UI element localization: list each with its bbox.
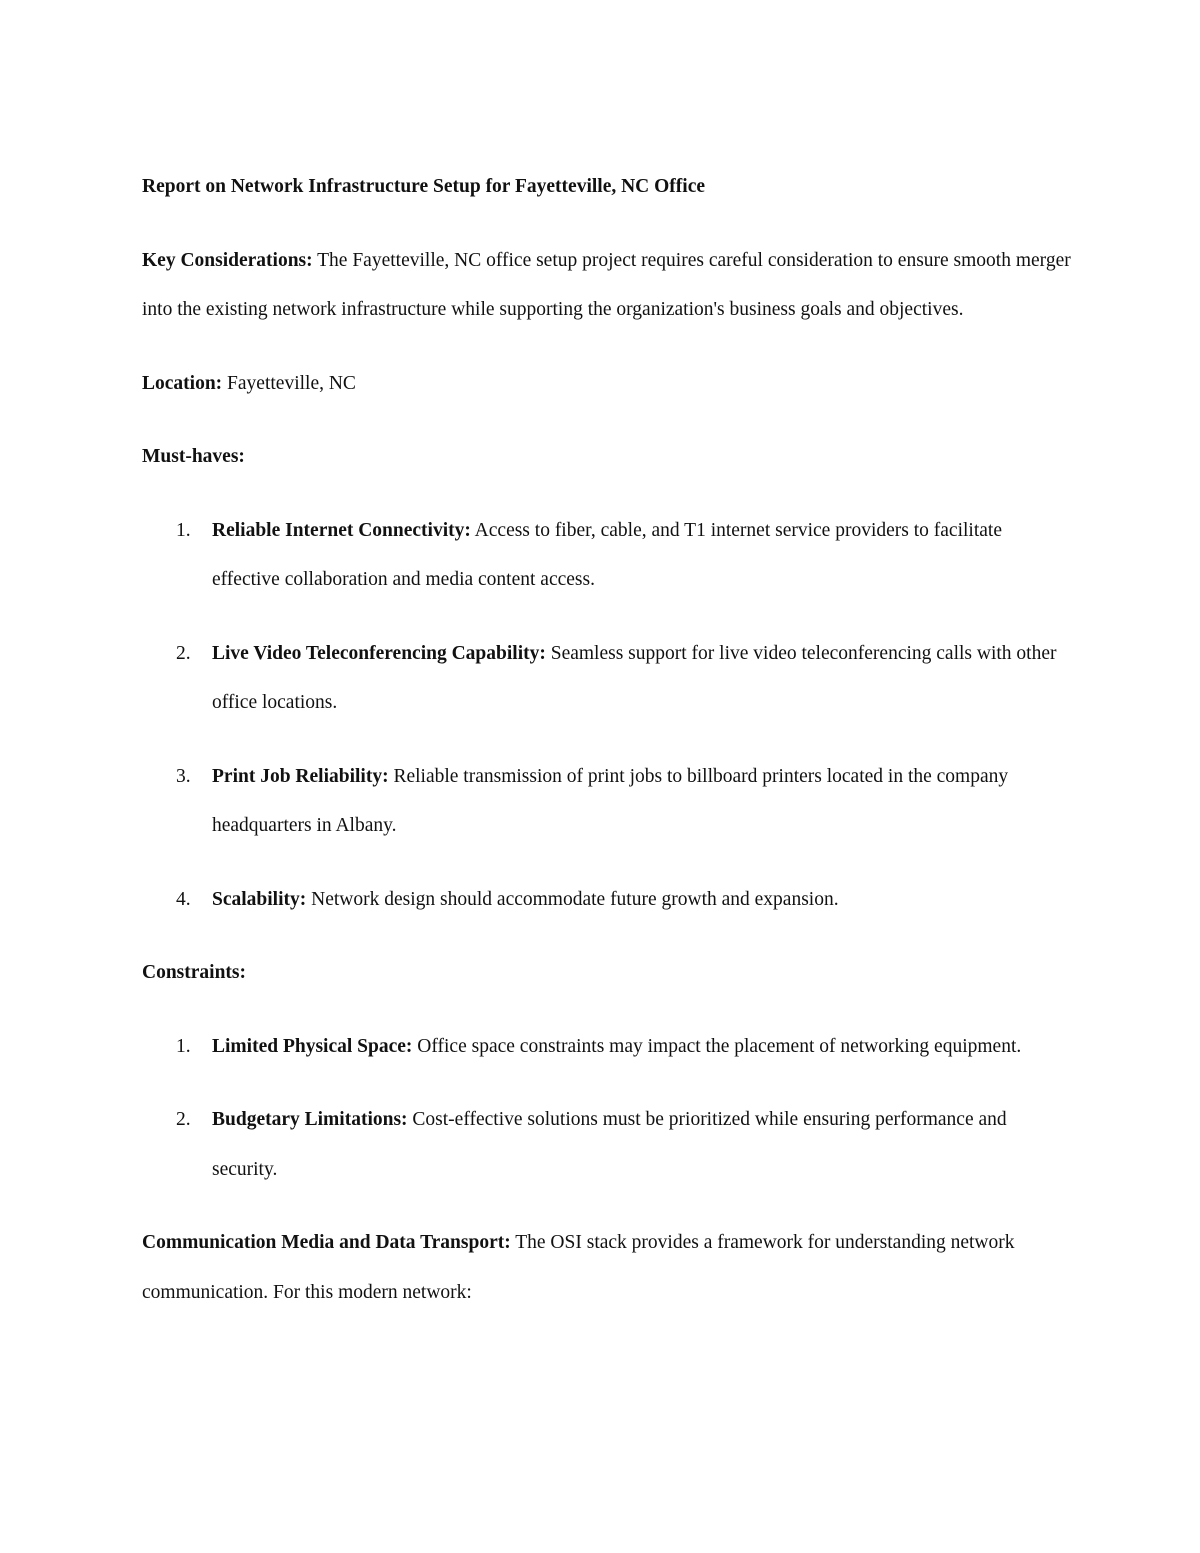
list-item-number: 3. (176, 765, 191, 787)
list-item (142, 1095, 1072, 1194)
must-haves-heading (142, 432, 1072, 482)
must-haves-list (142, 506, 1072, 925)
list-item-number: 2. (176, 642, 191, 664)
list-item-label: Reliable Internet Connectivity: (212, 519, 471, 541)
document-title (142, 162, 1072, 212)
constraints-heading-text: Constraints: (142, 962, 247, 983)
key-considerations-text: The Fayetteville, NC office setup project requires careful consideration to ensure smooth merger into the existing network infrastructure while supporting the organization's business goals and objectives. (142, 249, 1071, 320)
list-item (142, 629, 1072, 728)
list-item-text: Reliable transmission of print jobs to billboard printers located in the company headquarters in Albany. (212, 765, 1009, 836)
list-item (142, 875, 1072, 925)
list-item-text: Network design should accommodate future growth and expansion. (306, 888, 839, 910)
list-item-label: Print Job Reliability: (212, 765, 389, 787)
location-text: Fayetteville, NC (222, 372, 356, 394)
list-item-number: 1. (176, 1035, 191, 1057)
location-label: Location: (142, 372, 223, 394)
document-title-text: Report on Network Infrastructure Setup for Fayetteville, NC Office (142, 176, 706, 197)
list-item-label: Scalability: (212, 888, 307, 910)
list-item-label: Live Video Teleconferencing Capability: (212, 642, 546, 664)
list-item (142, 752, 1072, 851)
list-item-number: 4. (176, 888, 191, 910)
list-item (142, 506, 1072, 605)
list-item-number: 2. (176, 1109, 191, 1130)
communication-label: Communication Media and Data Transport: (142, 1232, 511, 1253)
constraints-list (142, 1022, 1072, 1195)
list-item-number: 1. (176, 519, 191, 541)
constraints-heading (142, 948, 1072, 998)
document-body (142, 162, 1072, 1341)
list-item-label: Limited Physical Space: (212, 1035, 413, 1057)
list-item-text: Access to fiber, cable, and T1 internet service providers to facilitate effective collaboration and media content access. (212, 519, 1002, 590)
communication-text: The OSI stack provides a framework for understanding network communication. For this modern network: (142, 1232, 1015, 1303)
must-haves-heading-text: Must-haves: (142, 446, 245, 467)
list-item-text: Seamless support for live video teleconferencing calls with other office locations. (212, 642, 1057, 713)
list-item-text: Cost-effective solutions must be prioritized while ensuring performance and security. (212, 1109, 1007, 1180)
location-paragraph (142, 359, 1072, 409)
list-item-text: Office space constraints may impact the placement of networking equipment. (412, 1035, 1022, 1057)
key-considerations-label: Key Considerations: (142, 249, 313, 271)
key-considerations-paragraph (142, 236, 1072, 335)
communication-paragraph (142, 1218, 1072, 1317)
list-item (142, 1022, 1072, 1072)
list-item-label: Budgetary Limitations: (212, 1109, 408, 1130)
